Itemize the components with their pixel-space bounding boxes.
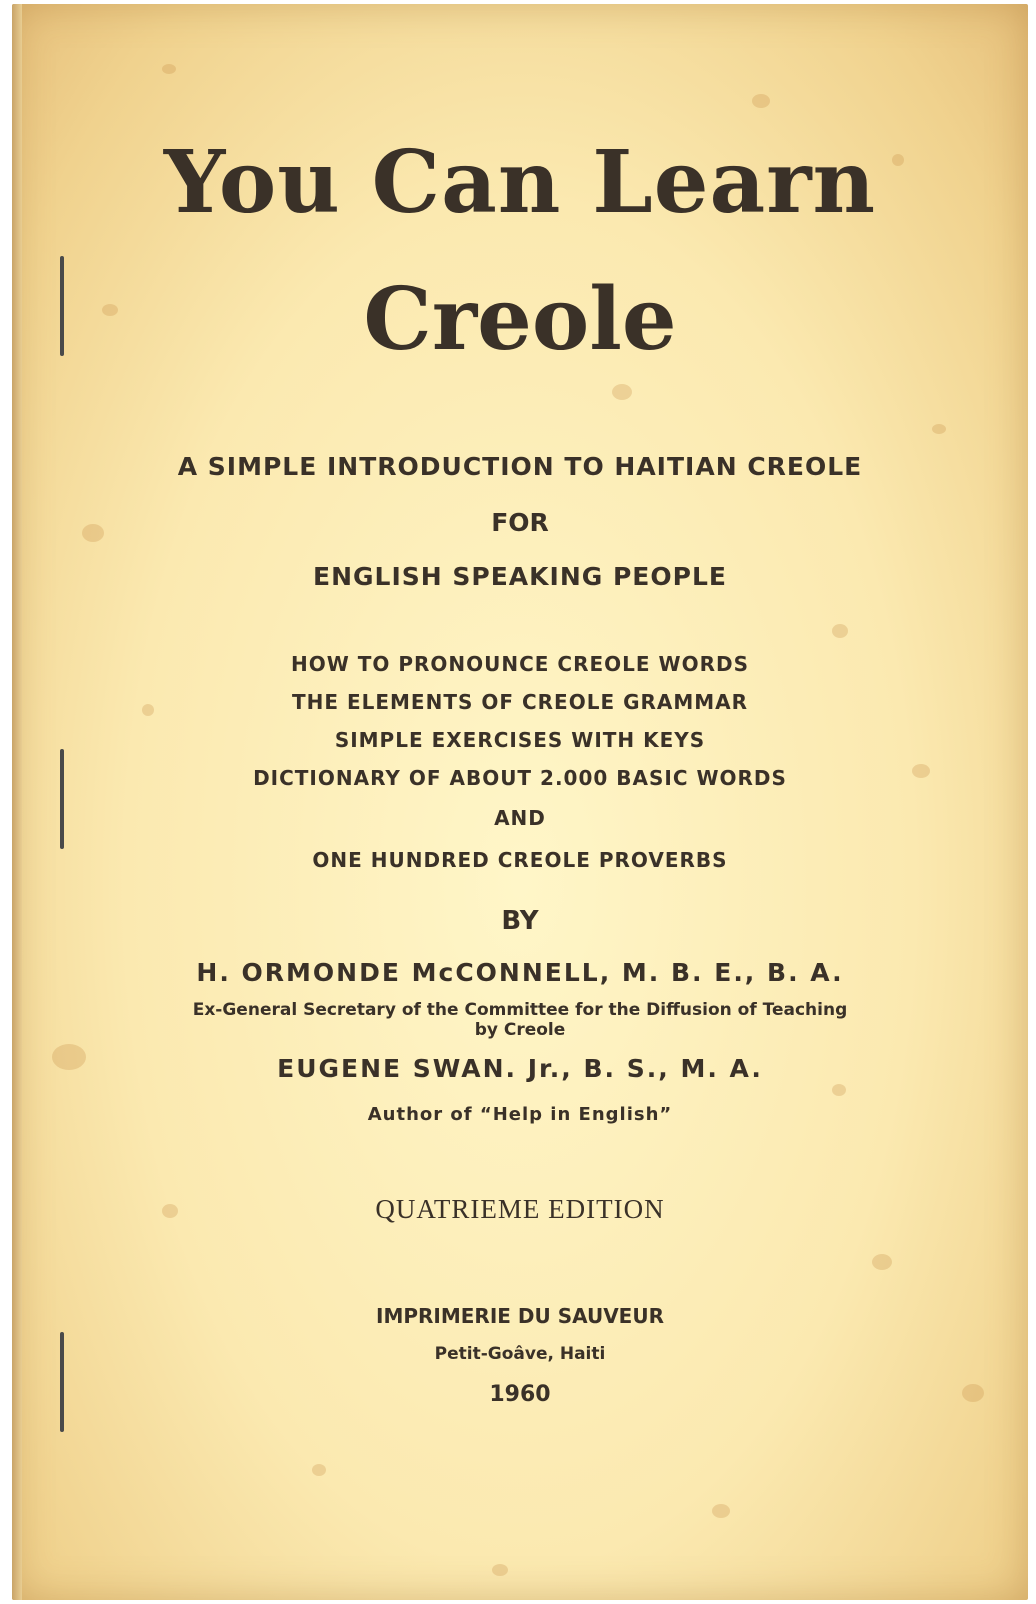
contents-item: DICTIONARY OF ABOUT 2.000 BASIC WORDS bbox=[253, 766, 787, 790]
title-line-2: Creole bbox=[363, 269, 677, 370]
place: Petit-Goâve, Haiti bbox=[434, 1344, 606, 1364]
subtitle-line-1: A SIMPLE INTRODUCTION TO HAITIAN CREOLE bbox=[177, 452, 863, 481]
staple-middle bbox=[60, 749, 64, 849]
author-1-description-line-1: Ex-General Secretary of the Committee for the Diffusion of Teaching bbox=[192, 1000, 848, 1020]
printer: IMPRIMERIE DU SAUVEUR bbox=[376, 1304, 664, 1328]
contents-item: SIMPLE EXERCISES WITH KEYS bbox=[334, 728, 706, 752]
subtitle-line-3: ENGLISH SPEAKING PEOPLE bbox=[313, 562, 727, 591]
contents-item: ONE HUNDRED CREOLE PROVERBS bbox=[312, 848, 728, 872]
author-2-name: EUGENE SWAN. Jr., B. S., M. A. bbox=[277, 1054, 763, 1083]
contents-item: THE ELEMENTS OF CREOLE GRAMMAR bbox=[291, 690, 749, 714]
author-1-description bbox=[12, 1000, 1028, 1040]
edition: QUATRIEME EDITION bbox=[375, 1194, 665, 1224]
contents-item: HOW TO PRONOUNCE CREOLE WORDS bbox=[290, 652, 750, 676]
author-1-name: H. ORMONDE McCONNELL, M. B. E., B. A. bbox=[196, 958, 844, 987]
subtitle-line-2: FOR bbox=[491, 508, 549, 537]
book-cover bbox=[12, 4, 1028, 1600]
author-1-description-line-2: by Creole bbox=[474, 1020, 566, 1040]
year: 1960 bbox=[489, 1382, 551, 1407]
author-2-description: Author of “Help in English” bbox=[367, 1104, 673, 1125]
title-line-1: You Can Learn bbox=[163, 132, 877, 233]
by-label: BY bbox=[501, 906, 539, 936]
contents-item: AND bbox=[494, 806, 546, 830]
